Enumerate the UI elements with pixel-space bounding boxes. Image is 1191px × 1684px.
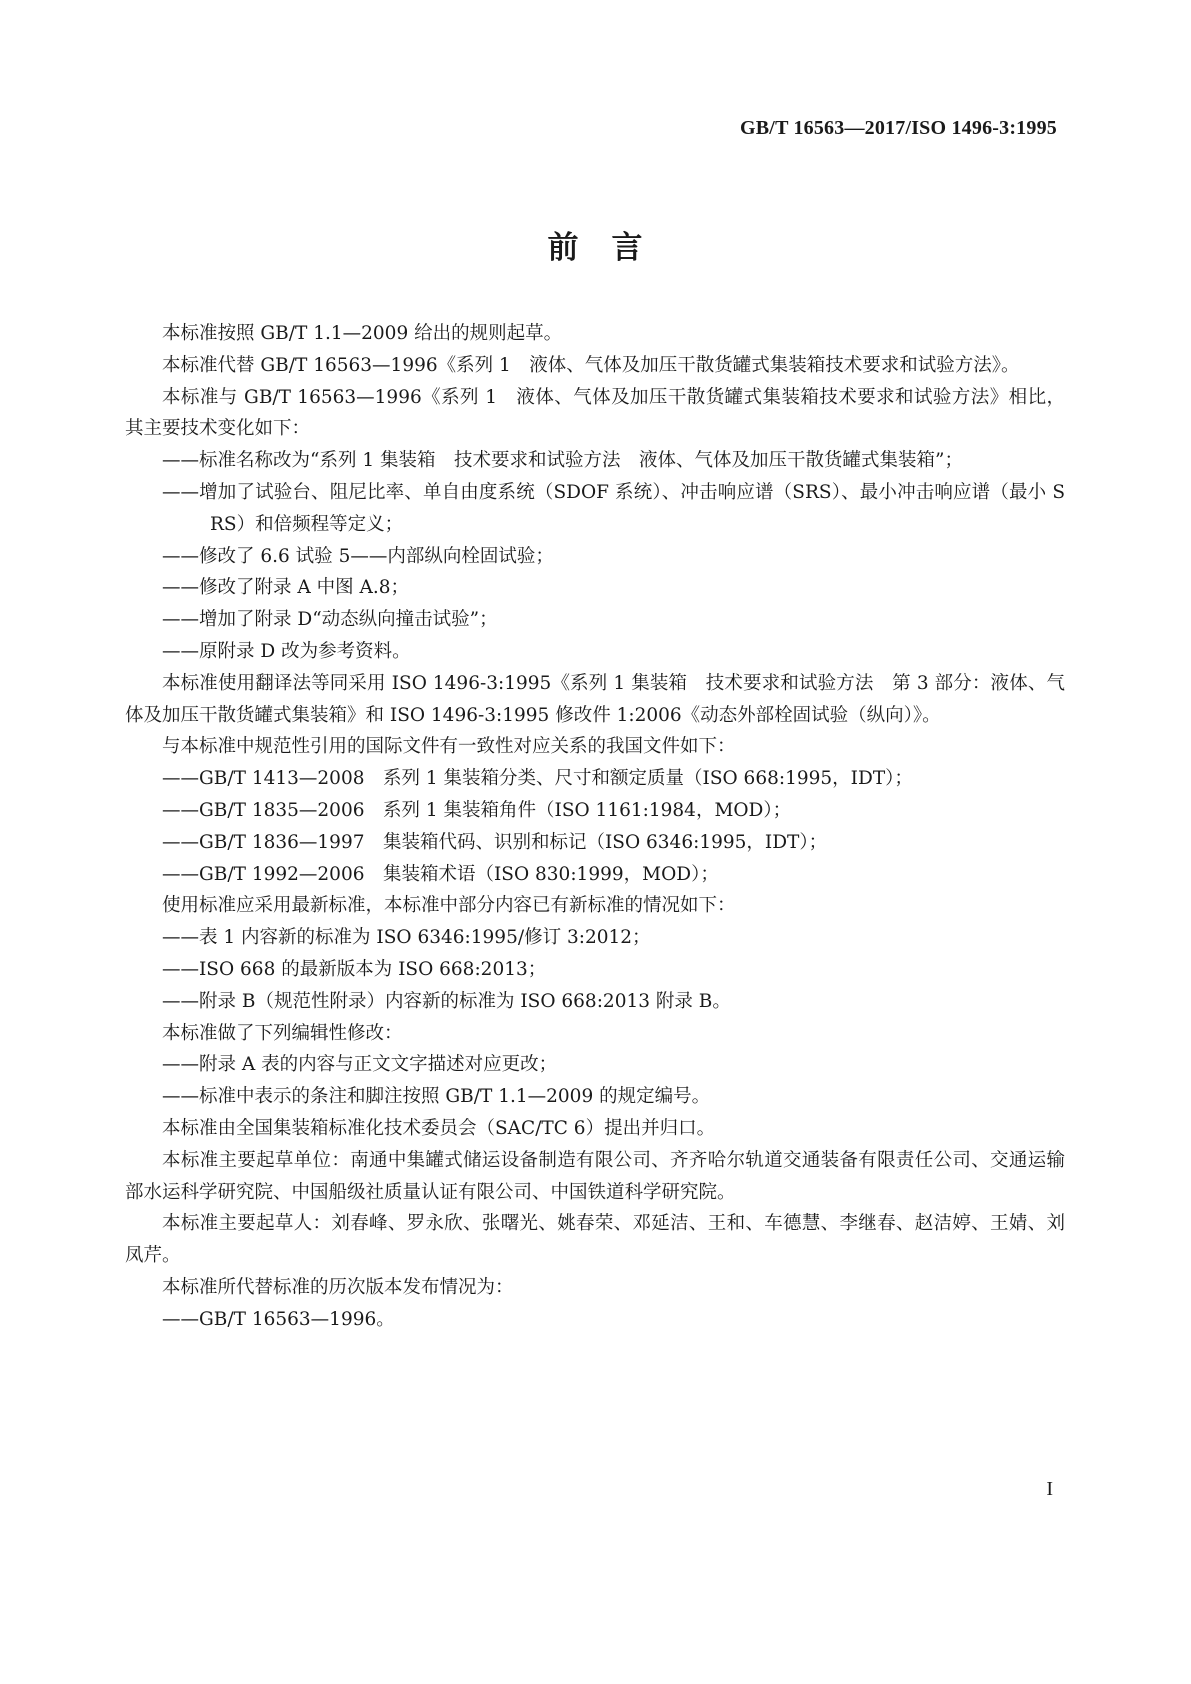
- list-item: ——GB/T 1835—2006 系列 1 集装箱角件（ISO 1161:1984，MOD）；: [162, 799, 792, 821]
- list-item: ——原附录 D 改为参考资料。: [162, 640, 411, 662]
- list-item: ——ISO 668 的最新版本为 ISO 668:2013；: [162, 958, 547, 980]
- paragraph-latest-standards: 使用标准应采用最新标准，本标准中部分内容已有新标准的情况如下：: [162, 895, 736, 917]
- list-item: ——附录 B（规范性附录）内容新的标准为 ISO 668:2013 附录 B。: [162, 990, 731, 1012]
- list-item: ——修改了附录 A 中图 A.8；: [162, 577, 410, 599]
- paragraph-replaces: 本标准代替 GB/T 16563—1996《系列 1 液体、气体及加压干散货罐式集装箱技术要求和试验方法》。: [162, 354, 1020, 376]
- list-item: ——标准中表示的条注和脚注按照 GB/T 1.1—2009 的规定编号。: [162, 1086, 711, 1108]
- list-item: ——GB/T 1413—2008 系列 1 集装箱分类、尺寸和额定质量（ISO 668:1995，IDT）；: [162, 768, 913, 790]
- paragraph-drafting-rules: 本标准按照 GB/T 1.1—2009 给出的规则起草。: [162, 323, 563, 344]
- paragraph-drafting-units: 本标准主要起草单位：南通中集罐式储运设备制造有限公司、齐齐哈尔轨道交通装备有限责任公司、交通运输部水运科学研究院、中国船级社质量认证有限公司、中国铁道科学研究院。: [125, 1149, 1065, 1203]
- list-item: ——增加了附录 D“动态纵向撞击试验”；: [162, 609, 498, 631]
- paragraph-changes-intro: 本标准与 GB/T 16563—1996《系列 1 液体、气体及加压干散货罐式集装箱技术要求和试验方法》相比，其主要技术变化如下：: [125, 386, 1065, 440]
- paragraph-adoption: 本标准使用翻译法等同采用 ISO 1496-3:1995《系列 1 集装箱 技术要求和试验方法 第 3 部分：液体、气体及加压干散货罐式集装箱》和 ISO 1496-3:1995 修改件 1:2006《动态外部栓固试验（纵向）》。: [125, 672, 1065, 726]
- paragraph-committee: 本标准由全国集装箱标准化技术委员会（SAC/TC 6）提出并归口。: [162, 1117, 716, 1139]
- list-item: ——GB/T 1836—1997 集装箱代码、识别和标记（ISO 6346:1995，IDT）；: [162, 831, 828, 853]
- page-title: 前 言: [547, 230, 644, 266]
- standard-code-header: GB/T 16563—2017/ISO 1496-3:1995: [740, 117, 1057, 139]
- paragraph-references-intro: 与本标准中规范性引用的国际文件有一致性对应关系的我国文件如下：: [162, 736, 736, 758]
- list-item: ——增加了试验台、阻尼比率、单自由度系统（SDOF 系统）、冲击响应谱（SRS）、最小冲击响应谱（最小 SRS）和倍频程等定义；: [162, 481, 1065, 535]
- list-item: ——表 1 内容新的标准为 ISO 6346:1995/修订 3:2012；: [162, 927, 651, 949]
- paragraph-drafters: 本标准主要起草人：刘春峰、罗永欣、张曙光、姚春荣、邓延洁、王和、车德慧、李继春、赵洁婷、王婧、刘凤芹。: [125, 1213, 1065, 1267]
- paragraph-history-intro: 本标准所代替标准的历次版本发布情况为：: [162, 1276, 514, 1298]
- list-item: ——GB/T 16563—1996。: [162, 1308, 395, 1330]
- foreword-body: [125, 318, 1065, 1336]
- list-item: ——GB/T 1992—2006 集装箱术语（ISO 830:1999，MOD）；: [162, 863, 719, 885]
- list-item: ——修改了 6.6 试验 5——内部纵向栓固试验；: [162, 545, 554, 567]
- list-item: ——标准名称改为“系列 1 集装箱 技术要求和试验方法 液体、气体及加压干散货罐式集装箱”；: [162, 450, 963, 472]
- list-item: ——附录 A 表的内容与正文文字描述对应更改；: [162, 1054, 558, 1076]
- page-number: I: [1046, 1478, 1053, 1500]
- paragraph-editorial-changes: 本标准做了下列编辑性修改：: [162, 1022, 403, 1044]
